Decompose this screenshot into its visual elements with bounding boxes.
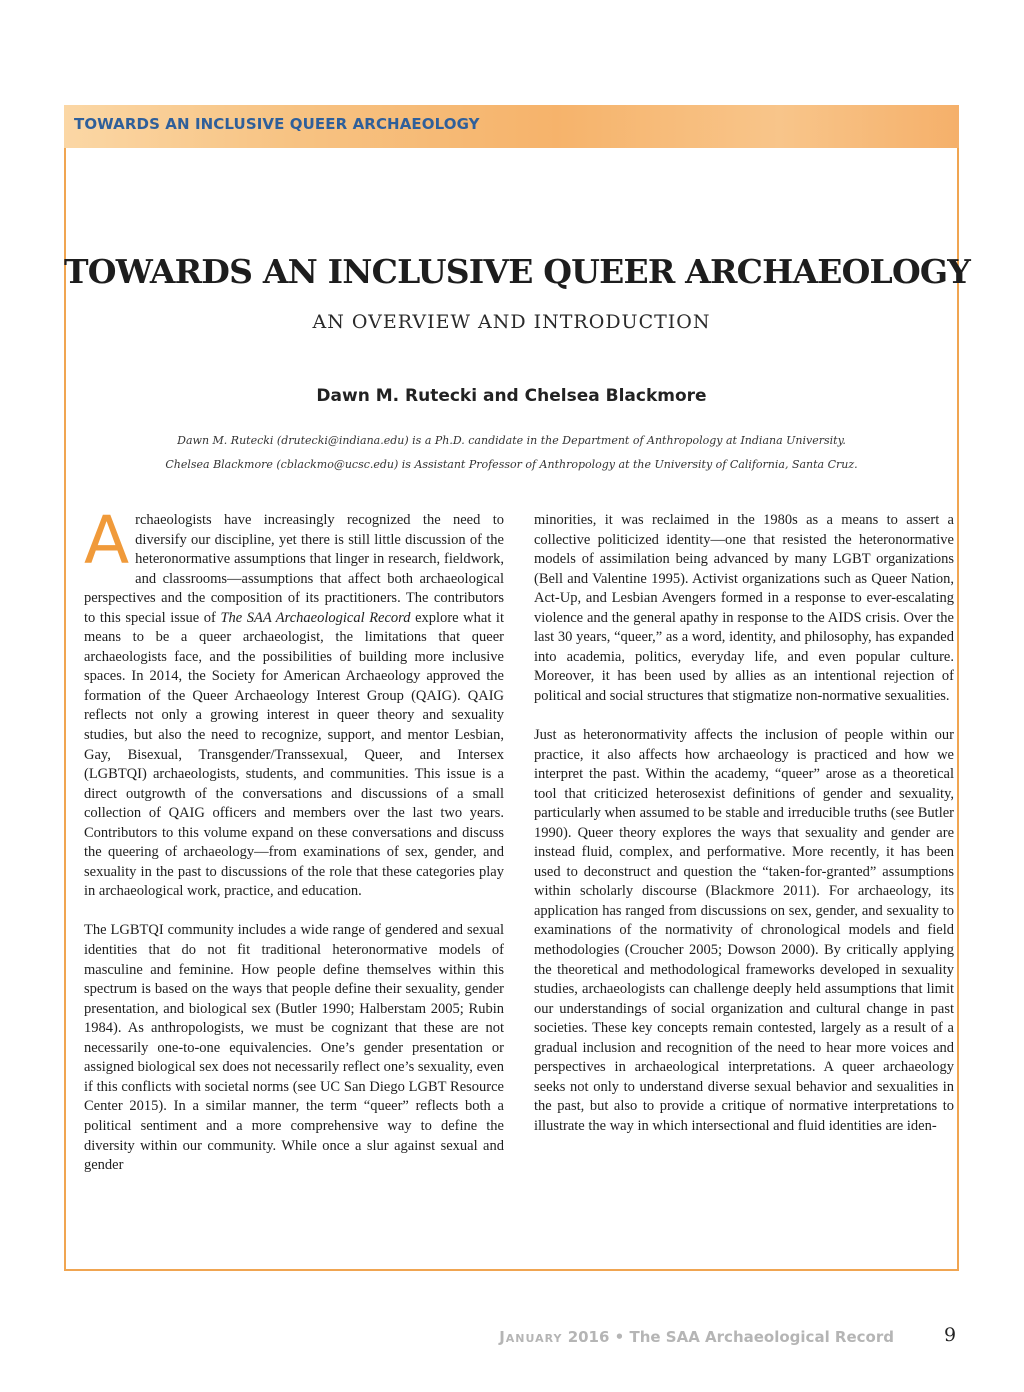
journal-title: The SAA Archaeological Record bbox=[220, 609, 411, 626]
article-subtitle: AN OVERVIEW AND INTRODUCTION bbox=[312, 311, 711, 333]
page-number: 9 bbox=[944, 1324, 957, 1346]
paragraph-4: Just as heteronormativity affects the inclusion of people within our practice, it also affects how archaeology is practiced and how we interpret the past. Within the academy, “queer” arose as a theoretical tool that criticized heterosexist definitions of gender and sexuality, particularly when assumed to be stable and irreducible truths (see Butler 1990). Queer theory explores the ways that sexuality and gender are instead fluid, complex, and performative. More recently, it has been used to deconstruct and question the “taken-for-granted” assumptions within scholarly discourse (Blackmore 2011). For archaeology, its application has ranged from discussions on sex, gender, and sexuality to examinations of the normativity of chronological models and field methodologies (Croucher 2005; Dowson 2000). By critically applying the theoretical and methodological frameworks developed in sexuality studies, archaeologists can challenge deeply held assumptions that limit our understandings of social organization and cultural change in past societies. These key concepts remain contested, largely as a result of a gradual inclusion and recognition of the need to hear more voices and perspectives in archaeological interpretations. A queer archaeology seeks not only to understand diverse sexual behavior and sexualities in the past, but also to provide a critique of normative interpretations to illustrate the way in which intersectional and fluid identities are iden- bbox=[534, 727, 954, 1134]
paragraph-3: minorities, it was reclaimed in the 1980s as a means to assert a collective politicized identity—one that resisted the heteronormative models of assimilation being advanced by many LGBT organizations (Bell and Valentine 1995). Activist organizations such as Queer Nation, Act-Up, and Lesbian Avengers formed in a response to ever-escalating violence and the general apathy in response to the AIDS crisis. Over the last 30 years, “queer,” as a word, identity, and philosophy, has expanded into academia, politics, everyday life, and even popular culture. Moreover, it has been used by allies as an intentional rejection of political and social structures that stigmatize non-normative sexualities. bbox=[534, 512, 954, 704]
section-banner bbox=[64, 105, 959, 148]
running-footer bbox=[499, 1328, 894, 1346]
article-authors: Dawn M. Rutecki and Chelsea Blackmore bbox=[316, 386, 707, 406]
paragraph-2: The LGBTQI community includes a wide range of gendered and sexual identities that do not fit traditional heteronormative models of masculine and feminine. How people define themselves within this spectrum is based on the ways that people define their sexuality, gender presentation, and biological sex (Butler 1990; Halberstam 2005; Rubin 1984). As anthropologists, we must be cognizant that these are not necessarily one-to-one equivalencies. One’s gender presentation or assigned biological sex does not necessarily reflect one’s sexuality, even if this conflicts with societal norms (see UC San Diego LGBT Resource Center 2015). In a similar manner, the term “queer” reflects both a political sentiment and a more comprehensive way to define the diversity within our community. While once a slur against sexual and gender bbox=[84, 922, 504, 1174]
banner-label: TOWARDS AN INCLUSIVE QUEER ARCHAEOLOGY bbox=[74, 115, 480, 133]
body-column-right bbox=[534, 511, 954, 1156]
footer-month: January bbox=[499, 1328, 563, 1346]
author-affiliation-1: Dawn M. Rutecki (drutecki@indiana.edu) is a Ph.D. candidate in the Department of Anthropology at Indiana University. bbox=[177, 434, 846, 447]
footer-year: 2016 bbox=[567, 1328, 610, 1346]
body-column-left bbox=[84, 502, 504, 1195]
footer-journal: The SAA Archaeological Record bbox=[629, 1328, 894, 1346]
paragraph-1-text-a: rchaeologists have increasingly recognized the need to diversify our discipline, yet there is still little discussion of the heteronormative assumptions that linger in research, fieldwork, and classrooms—assumptions that affect both archaeological perspectives and the composition of its practitioners. The contributors to this special issue of bbox=[84, 512, 504, 626]
footer-bullet: • bbox=[614, 1328, 625, 1346]
article-title: TOWARDS AN INCLUSIVE QUEER ARCHAEOLOGY bbox=[64, 252, 971, 291]
drop-cap: A bbox=[84, 502, 130, 579]
paragraph-1 bbox=[84, 502, 504, 902]
paragraph-1-text-b: explore what it means to be a queer archaeologist, the limitations that queer archaeologists face, and the possibilities of building more inclusive spaces. In 2014, the Society for American Archaeology approved the formation of the Queer Archaeology Interest Group (QAIG). QAIG reflects not only a growing interest in queer theory and sexuality studies, but also the need to recognize, support, and mentor Lesbian, Gay, Bisexual, Transgender/Transsexual, Queer, and Intersex (LGBTQI) archaeologists, students, and communities. This issue is a direct outgrowth of the conversations and discussions of a small collection of QAIG officers and members over the last two years. Contributors to this volume expand on these conversations and discuss the queering of archaeology—from examinations of sex, gender, and sexuality in the past to discussions of the role that these categories play in archaeological work, practice, and education. bbox=[84, 609, 504, 900]
author-affiliation-2: Chelsea Blackmore (cblackmo@ucsc.edu) is Assistant Professor of Anthropology at the University of California, Santa Cruz. bbox=[165, 458, 858, 471]
